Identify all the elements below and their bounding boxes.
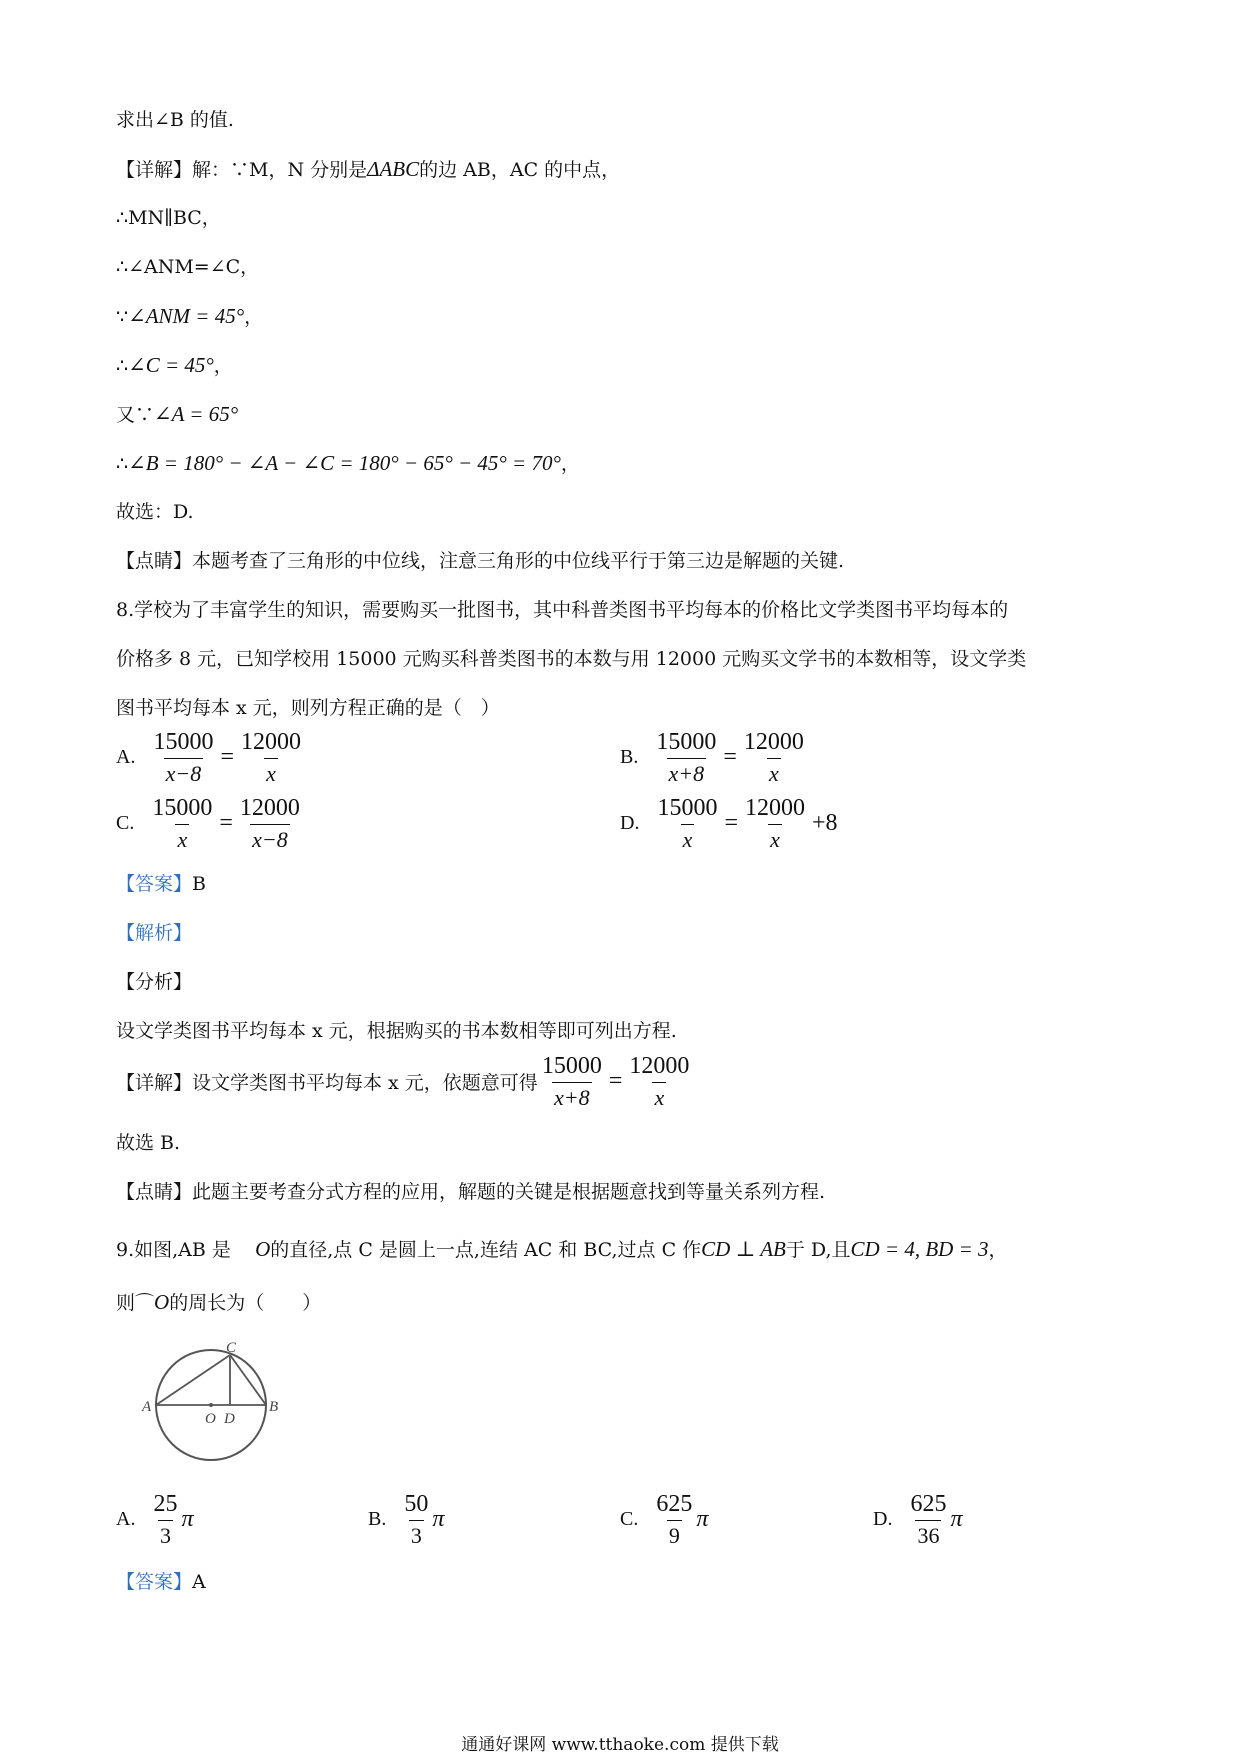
q9-option-b: B. $\frac{50}{3}$ π [368,1491,445,1548]
math-line: ∵∠ANM = 45°， [116,304,264,328]
fenxi-tag: 【分析】 [116,971,193,993]
q8-stem-1: 8.学校为了丰富学生的知识，需要购买一批图书，其中科普类图书平均每本的价格比文学类图书平均每本的 [116,599,1009,621]
section-tag: 【点睛】 [116,550,193,572]
fraction: $\frac{15000}{x}$ [152,795,213,852]
answer-tag: 【答案】 [116,873,193,895]
chord-ac [156,1355,230,1405]
text-line: 求出∠B 的值. [116,109,234,131]
answer-tag: 【答案】 [116,1571,193,1593]
circle-diagram [138,1340,288,1465]
q8-stem-3: 图书平均每本 x 元，则列方程正确的是（ ） [116,697,500,719]
q9-option-d: D. $\frac{625}{36}$ π [873,1491,963,1548]
comment-line: 【点睛】此题主要考查分式方程的应用，解题的关键是根据题意找到等量关系列方程. [116,1181,826,1203]
label-d: D [224,1411,235,1427]
fraction: $\frac{15000}{x}$ [657,795,718,852]
label-b: B [269,1399,279,1415]
q8-option-a: A. $\frac{15000}{x-8}$ = $\frac{12000}{x}$ [116,729,301,786]
fraction: $\frac{625}{9}$ [656,1491,693,1548]
fraction: $\frac{12000}{x}$ [241,729,301,786]
q8-stem-2: 价格多 8 元，已知学校用 15000 元购买科普类图书的本数与用 12000 元购买文学书的本数相等，设文学类 [116,648,1027,670]
center-dot [209,1403,213,1407]
fraction: $\frac{15000}{x+8}$ [656,729,717,786]
fraction: $\frac{12000}{x}$ [629,1053,690,1110]
q9-stem-2: 则⌒O的周长为（ ） [116,1290,322,1314]
q8-detail: 【详解】 设文学类图书平均每本 x 元，依题意可得 $\frac{15000}{x+8}$ = $\frac{12000}{x}$ [116,1053,690,1110]
section-tag: 【详解】 [116,159,193,181]
q9-option-c: C. $\frac{625}{9}$ π [620,1491,709,1548]
fraction: $\frac{12000}{x-8}$ [239,795,300,852]
analysis-tag: 【解析】 [116,922,193,944]
fraction: $\frac{25}{3}$ [153,1491,178,1548]
fenxi-text: 设文学类图书平均每本 x 元，根据购买的书本数相等即可列出方程. [116,1020,677,1042]
label-a: A [142,1399,152,1415]
q8-option-d: D. $\frac{15000}{x}$ = $\frac{12000}{x}$ +8 [620,795,838,852]
q9-stem-1: 9.如图,AB 是 O的直径,点 C 是圆上一点,连结 AC 和 BC,过点 C 作CD ⊥ AB于 D,且CD = 4, BD = 3， [116,1237,1008,1261]
comment-line: 【点睛】本题考查了三角形的中位线，注意三角形的中位线平行于第三边是解题的关键. [116,550,845,572]
fraction: $\frac{12000}{x}$ [745,795,805,852]
q8-answer: 【答案】B [116,873,206,895]
math-line: ∴∠C = 45°， [116,353,233,377]
text-line: 故选：D. [116,501,194,523]
text-line: 故选 B. [116,1132,181,1154]
fraction: $\frac{50}{3}$ [404,1491,429,1548]
fraction: $\frac{15000}{x-8}$ [153,729,214,786]
label-c: C [226,1340,237,1356]
q8-option-b: B. $\frac{15000}{x+8}$ = $\frac{12000}{x}$ [620,729,804,786]
label-o: O [205,1411,216,1427]
fraction: $\frac{12000}{x}$ [743,729,804,786]
detail-line: 【详解】解：∵M，N 分别是ΔABC的边 AB，AC 的中点， [116,157,621,181]
fraction: $\frac{15000}{x+8}$ [541,1053,602,1110]
text-line: ∴MN∥BC， [116,207,221,229]
math-line: ∴∠B = 180° − ∠A − ∠C = 180° − 65° − 45° = 70°， [116,451,580,475]
q8-option-c: C. $\frac{15000}{x}$ = $\frac{12000}{x-8}$ [116,795,300,852]
math-line: 又∵∠A = 65° [116,402,239,426]
text-line: ∴∠ANM=∠C， [116,256,260,278]
fraction: $\frac{625}{36}$ [910,1491,947,1548]
page-footer: 通通好课网 www.tthaoke.com 提供下载 [461,1735,779,1755]
q9-option-a: A. $\frac{25}{3}$ π [116,1491,194,1548]
q9-answer: 【答案】A [116,1571,206,1593]
